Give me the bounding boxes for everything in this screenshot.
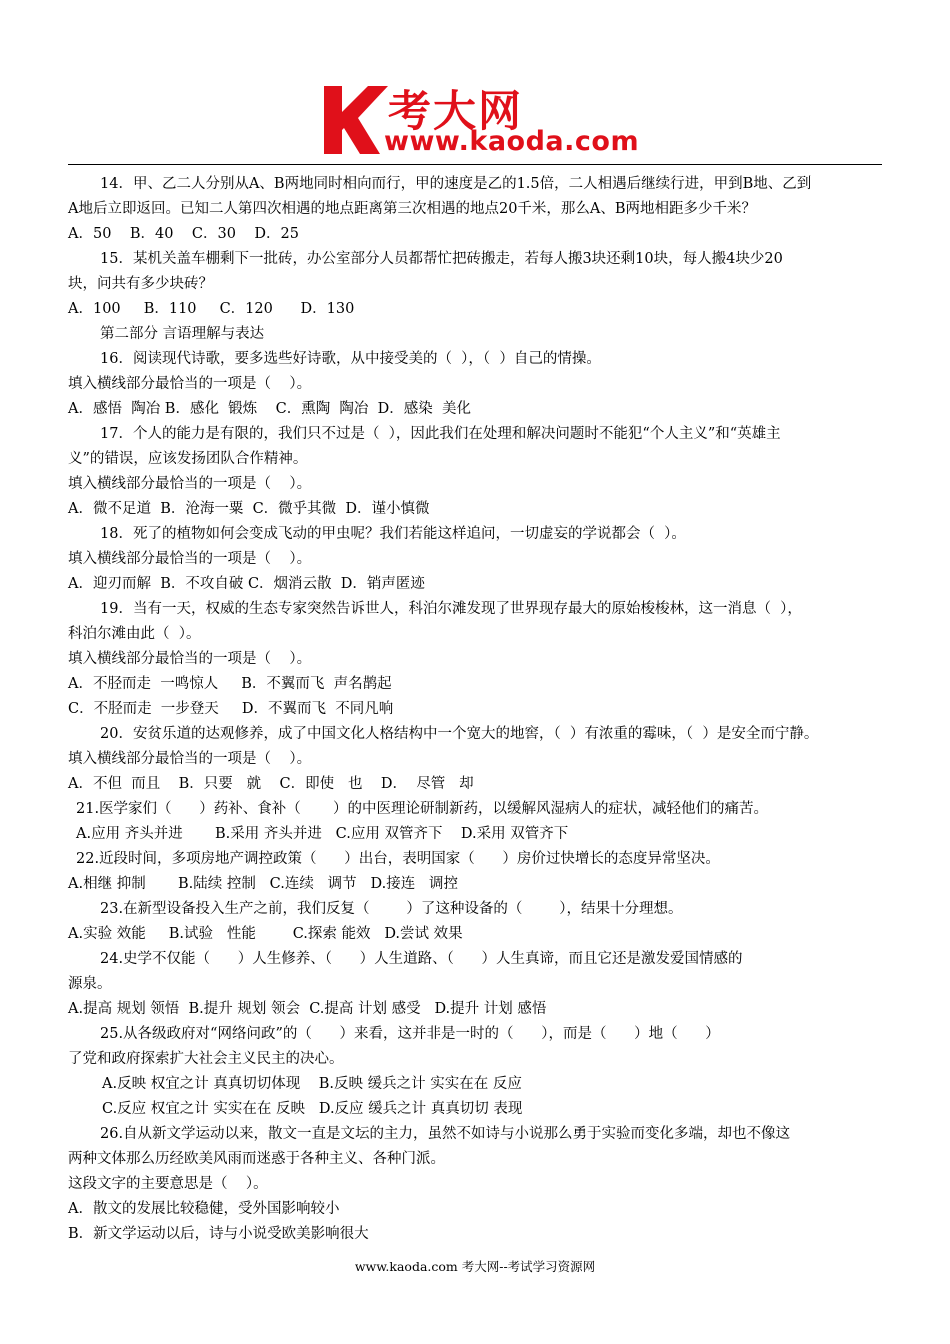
- text-line: 26.自从新文学运动以来，散文一直是文坛的主力，虽然不如诗与小说那么勇于实验而变化多端，却也不像这: [100, 1126, 791, 1142]
- text-line: B．新文学运动以后，诗与小说受欧美影响很大: [68, 1226, 369, 1242]
- text-line: C.反应 权宜之计 实实在在 反映 D.反应 缓兵之计 真真切切 表现: [102, 1101, 523, 1117]
- text-line: 了党和政府探索扩大社会主义民主的决心。: [68, 1051, 344, 1067]
- text-line: A．100 B．110 C．120 D．130: [68, 301, 355, 317]
- text-line: 22.近段时间，多项房地产调控政策（ ）出台，表明国家（ ）房价过快增长的态度异常坚决。: [76, 851, 720, 867]
- text-line: A．微不足道 B．沧海一粟 C．微乎其微 D．谨小慎微: [68, 501, 430, 517]
- text-line: A.提高 规划 领悟 B.提升 规划 领会 C.提高 计划 感受 D.提升 计划 感悟: [68, 1001, 547, 1017]
- text-line: 25.从各级政府对“网络问政”的（ ）来看，这并非是一时的（ ），而是（ ）地（ ）: [100, 1026, 720, 1042]
- text-line: 科泊尔滩由此（ ）。: [68, 626, 201, 642]
- text-line: 19．当有一天，权威的生态专家突然告诉世人，科泊尔滩发现了世界现存最大的原始梭梭林，这一消息（ ），: [100, 601, 802, 617]
- text-line: 填入横线部分最恰当的一项是（ ）。: [68, 751, 312, 767]
- logo-url: www.kaoda.com: [384, 126, 640, 157]
- text-line: 15．某机关盖车棚剩下一批砖，办公室部分人员都帮忙把砖搬走，若每人搬3块还剩10块，每人搬4块少20: [100, 251, 783, 267]
- header-divider: [68, 164, 882, 165]
- text-line: A.反映 权宜之计 真真切切体现 B.反映 缓兵之计 实实在在 反应: [102, 1076, 522, 1092]
- text-line: 20．安贫乐道的达观修养，成了中国文化人格结构中一个宽大的地窖，（ ）有浓重的霉味，（ ）是安全而宁静。: [100, 726, 819, 742]
- text-line: 两种文体那么历经欧美风雨而迷惑于各种主义、各种门派。: [68, 1151, 445, 1167]
- text-line: 16．阅读现代诗歌，要多选些好诗歌，从中接受美的（ ），（ ）自己的情操。: [100, 351, 601, 367]
- text-line: 填入横线部分最恰当的一项是（ ）。: [68, 476, 312, 492]
- text-line: A．感悟 陶冶 B．感化 锻炼 C．熏陶 陶冶 D．感染 美化: [68, 401, 471, 417]
- text-line: A地后立即返回。已知二人第四次相遇的地点距离第三次相遇的地点20千米，那么A、B两地相距多少千米？: [68, 201, 757, 217]
- kaoda-logo[interactable]: [318, 80, 648, 160]
- text-line: 24.史学不仅能（ ）人生修养、（ ）人生道路、（ ）人生真谛，而且它还是激发爱国情感的: [100, 951, 743, 967]
- text-line: A.应用 齐头并进 B.采用 齐头并进 C.应用 双管齐下 D.采用 双管齐下: [76, 826, 569, 842]
- text-line: A．不但 而且 B．只要 就 C．即使 也 D． 尽管 却: [68, 776, 474, 792]
- logo-chinese-name: 考大网: [388, 87, 523, 137]
- text-line: A．迎刃而解 B．不攻自破 C．烟消云散 D．销声匿迹: [68, 576, 425, 592]
- text-line: A．不胫而走 一鸣惊人 B．不翼而飞 声名鹊起: [68, 676, 392, 692]
- text-line: 21.医学家们（ ）药补、食补（ ）的中医理论研制新药，以缓解风湿病人的症状，减轻他们的痛苦。: [76, 801, 768, 817]
- text-line: A．散文的发展比较稳健，受外国影响较小: [68, 1201, 340, 1217]
- text-line: 第二部分 言语理解与表达: [100, 326, 265, 342]
- text-line: 17．个人的能力是有限的，我们只不过是（ ），因此我们在处理和解决问题时不能犯“个人主义”和“英雄主: [100, 426, 781, 442]
- text-line: 14．甲、乙二人分别从A、B两地同时相向而行，甲的速度是乙的1.5倍，二人相遇后继续行进，甲到B地、乙到: [100, 176, 812, 192]
- text-line: A.相继 抑制 B.陆续 控制 C.连续 调节 D.接连 调控: [68, 876, 459, 892]
- text-line: 块，问共有多少块砖？: [68, 276, 213, 292]
- text-line: A．50 B．40 C．30 D．25: [68, 226, 299, 242]
- text-line: 填入横线部分最恰当的一项是（ ）。: [68, 551, 312, 567]
- text-line: 23.在新型设备投入生产之前，我们反复（ ）了这种设备的（ ），结果十分理想。: [100, 901, 683, 917]
- text-line: C．不胫而走 一步登天 D．不翼而飞 不同凡响: [68, 701, 394, 717]
- document-body: [68, 172, 884, 1247]
- text-line: 这段文字的主要意思是（ ）。: [68, 1176, 268, 1192]
- text-line: 填入横线部分最恰当的一项是（ ）。: [68, 651, 312, 667]
- k-logo-icon: [318, 82, 390, 156]
- text-line: 18．死了的植物如何会变成飞动的甲虫呢？我们若能这样追问，一切虚妄的学说都会（ ）。: [100, 526, 686, 542]
- text-line: 源泉。: [68, 976, 112, 992]
- page-footer: www.kaoda.com 考大网--考试学习资源网: [354, 1259, 596, 1274]
- text-line: 填入横线部分最恰当的一项是（ ）。: [68, 376, 312, 392]
- text-line: 义”的错误，应该发扬团队合作精神。: [68, 451, 308, 467]
- text-line: A.实验 效能 B.试验 性能 C.探索 能效 D.尝试 效果: [68, 926, 463, 942]
